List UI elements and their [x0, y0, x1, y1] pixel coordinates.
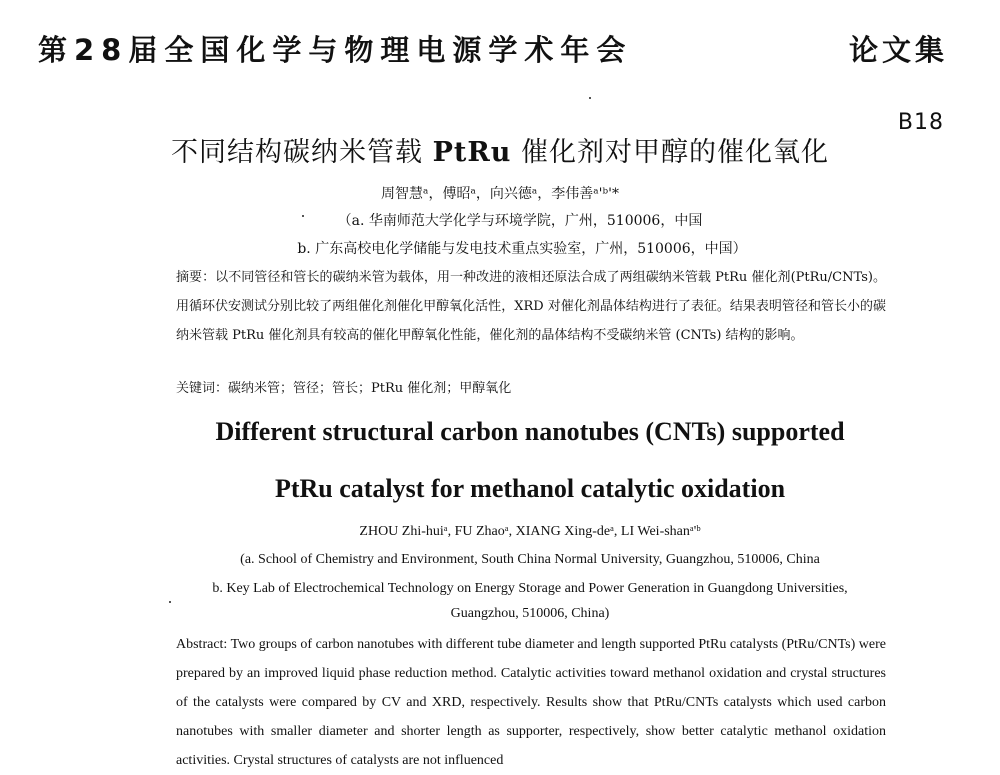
english-affiliation-b-city: Guangzhou, 510006, China): [450, 606, 610, 621]
chinese-affiliation-b: b. 广东高校电化学储能与发电技术重点实验室，广州，510006，中国）: [297, 241, 747, 257]
english-title-line-2: PtRu catalyst for methanol catalytic oxidation: [274, 474, 786, 503]
chinese-affiliation-a: （a. 华南师范大学化学与环境学院，广州，510006，中国: [337, 213, 703, 229]
english-affiliation-a: (a. School of Chemistry and Environment, South China Normal University, Guangzhou, 510006, China: [240, 552, 820, 567]
conference-title: 第28届全国化学与物理电源学术年会: [38, 33, 633, 67]
running-header: [38, 28, 948, 74]
scan-speck: [169, 601, 171, 603]
proceedings-label: 论文集: [848, 33, 948, 67]
chinese-abstract: 摘要：以不同管径和管长的碳纳米管为载体，用一种改进的液相还原法合成了两组碳纳米管载 PtRu 催化剂(PtRu/CNTs)。用循环伏安测试分别比较了两组催化剂催化甲醇氧化活性，XRD 对催化剂晶体结构进行了表征。结果表明管径和管长小的碳纳米管载 PtRu 催化剂具有较高的催化甲醇氧化性能，催化剂的晶体结构不受碳纳米管 (CNTs) 结构的影响。: [176, 270, 886, 343]
chinese-title-catalyst: PtRu: [432, 137, 512, 168]
english-abstract: Abstract: Two groups of carbon nanotubes with different tube diameter and length supported PtRu catalysts (PtRu/CNTs) were prepared by an improved liquid phase reduction method. Catalytic activities toward methanol oxidation and crystal structures of the catalysts were compared by CV and XRD, respectively. Results show that PtRu/CNTs catalysts which used carbon nanotubes with smaller diameter and shorter length as supporter, respectively, show better catalytic methanol oxidation activities. Crystal structures of catalysts are not influenced: [176, 637, 886, 768]
scan-speck: [589, 97, 591, 99]
chinese-title-suffix: 催化剂对甲醇的催化氧化: [521, 137, 830, 168]
english-affiliation-b: b. Key Lab of Electrochemical Technology on Energy Storage and Power Generation in Guangdong Universities,: [212, 581, 848, 596]
scan-speck: [302, 215, 304, 217]
chinese-title-prefix: 不同结构碳纳米管载: [170, 137, 423, 168]
chinese-title: [0, 130, 1000, 169]
page-code: B18: [897, 110, 944, 135]
english-title-line-1: Different structural carbon nanotubes (CNTs) supported: [215, 417, 845, 446]
chinese-authors: 周智慧ᵃ，傅昭ᵃ，向兴德ᵃ，李伟善ᵃ'ᵇ'*: [381, 186, 619, 202]
chinese-keywords: 关键词：碳纳米管；管径；管长；PtRu 催化剂；甲醇氧化: [176, 381, 512, 396]
english-authors: ZHOU Zhi-huiᵃ, FU Zhaoᵃ, XIANG Xing-deᵃ, LI Wei-shanᵃ'ᵇ: [359, 524, 701, 539]
